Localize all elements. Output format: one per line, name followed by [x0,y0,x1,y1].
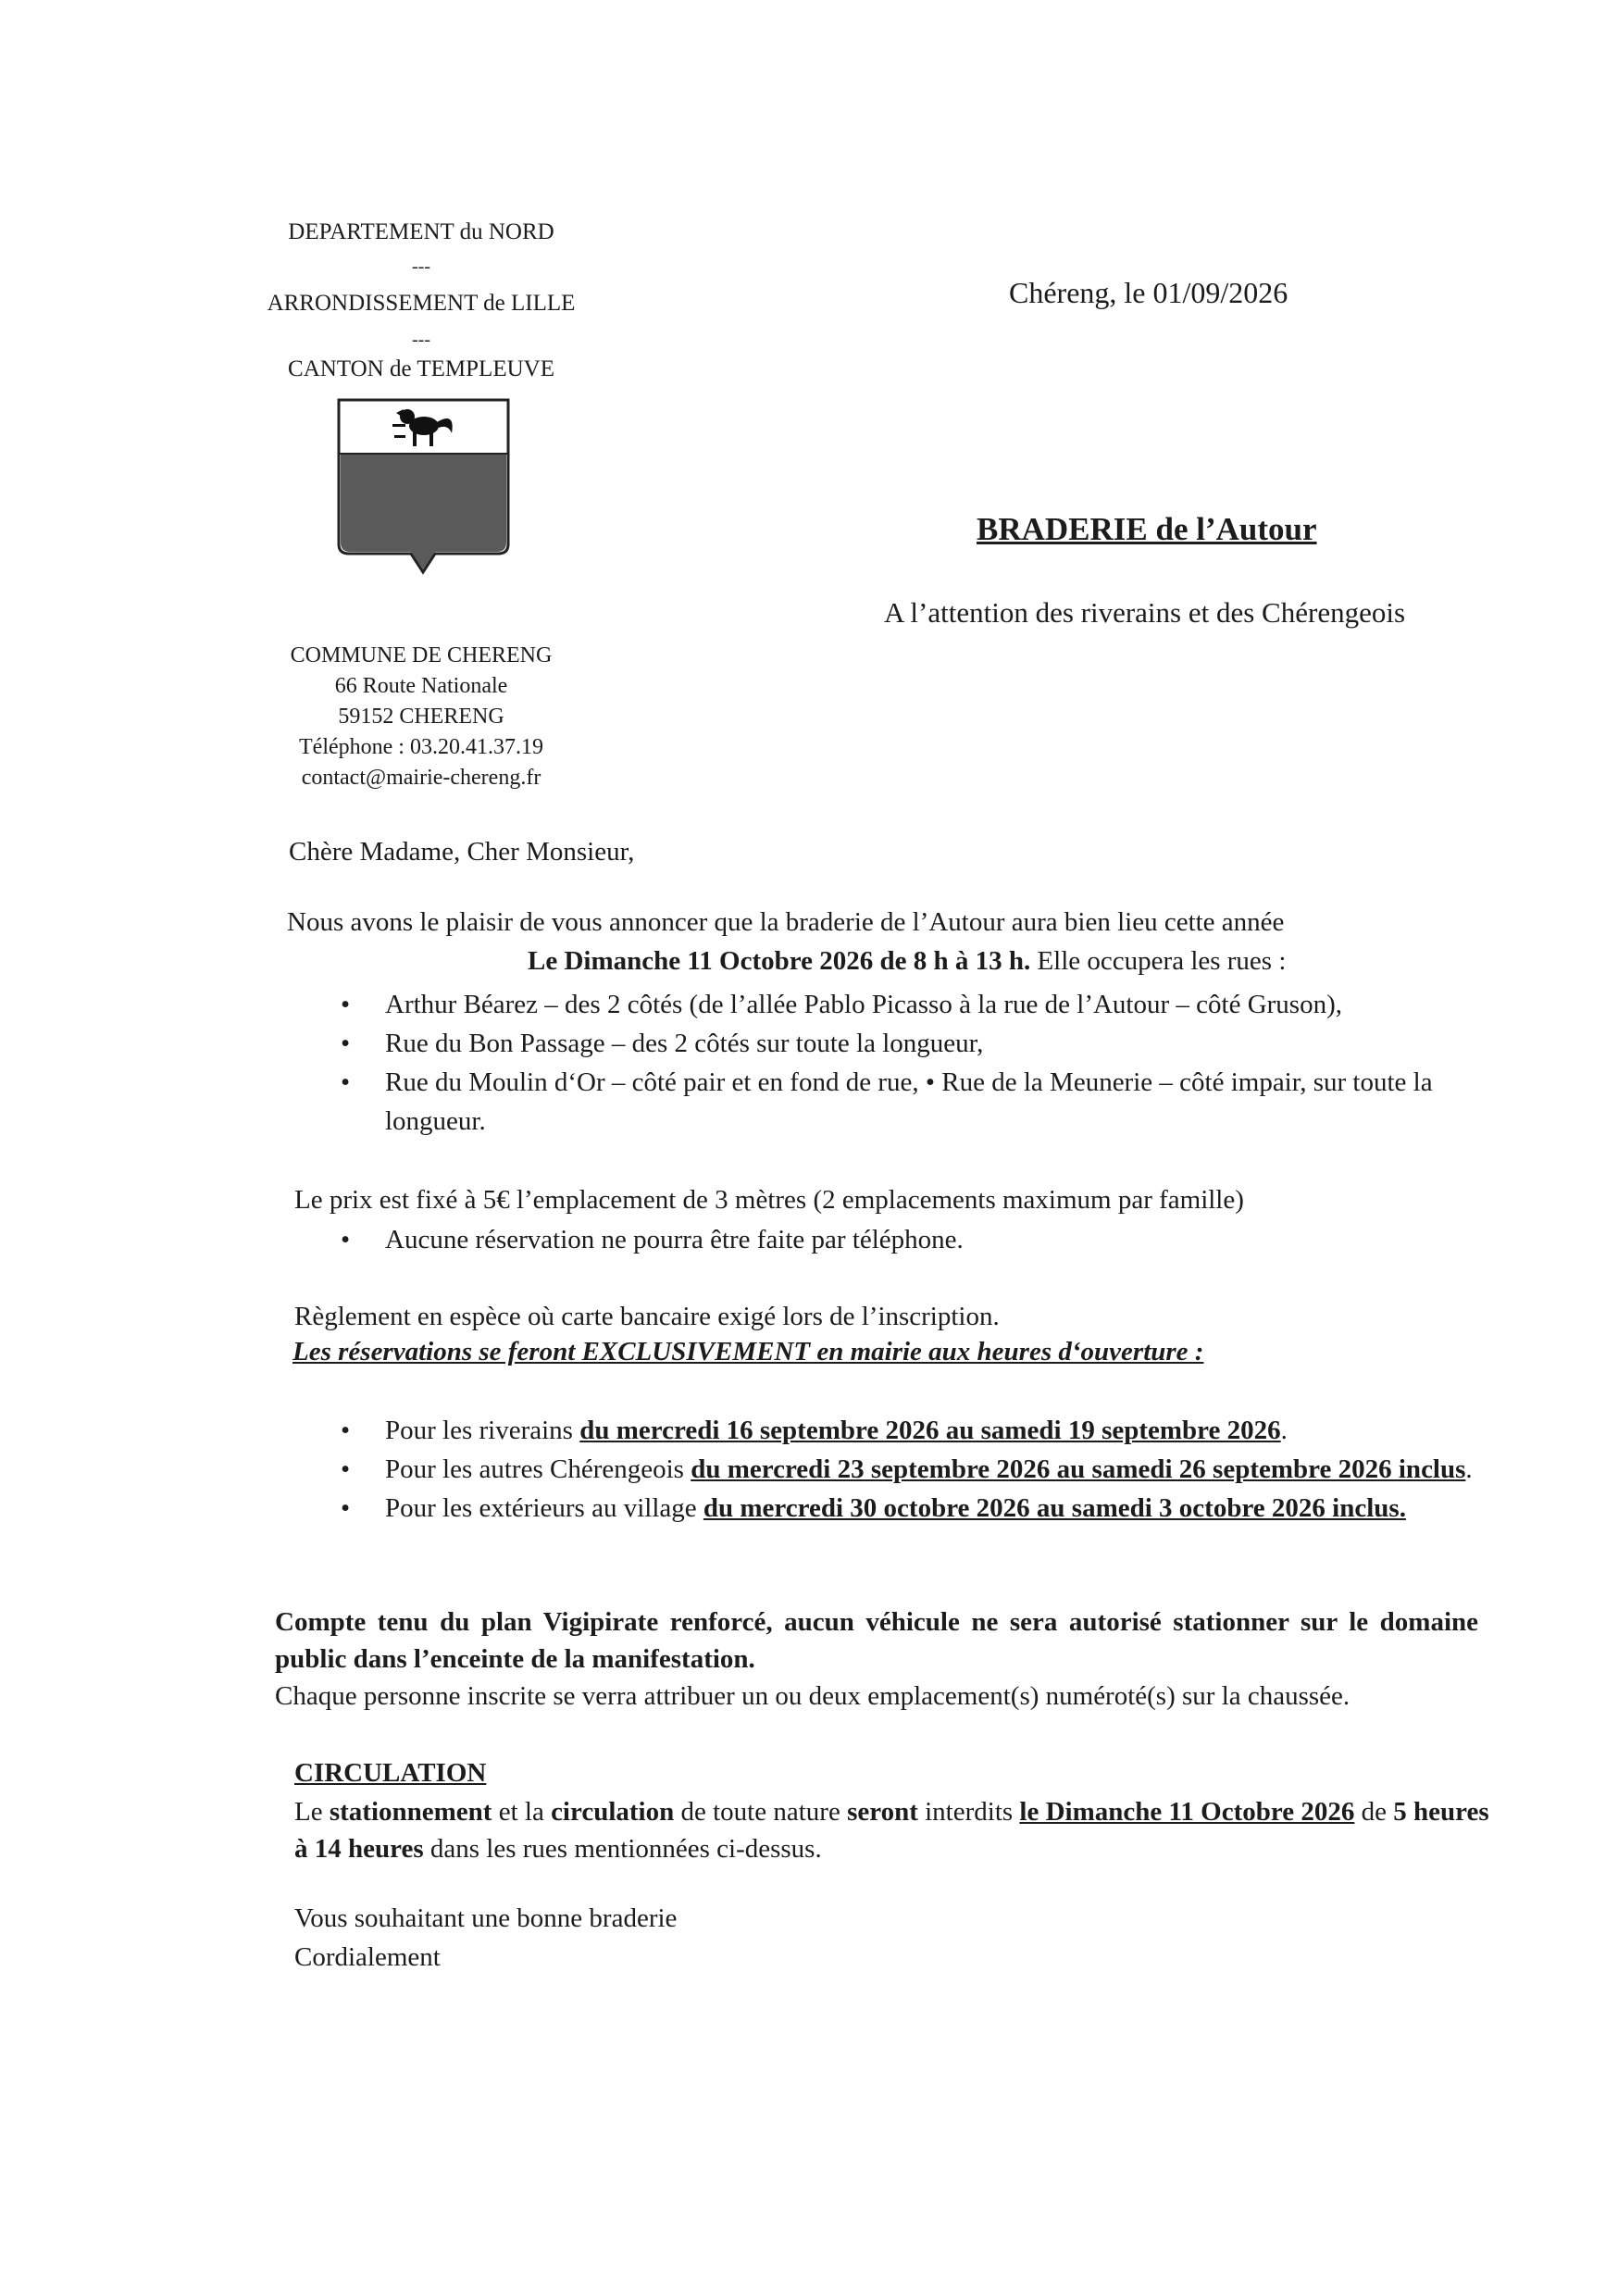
circulation-heading: CIRCULATION [294,1758,487,1788]
document-date: Chéreng, le 01/09/2026 [1009,276,1288,309]
shield-icon [333,396,514,577]
list-item: • Aucune réservation ne pourra être faite par téléphone. [292,1220,1496,1259]
list-item: • Rue du Bon Passage – des 2 côtés sur toute la longueur, [292,1024,1496,1063]
intro-line-1: Nous avons le plaisir de vous annoncer que la braderie de l’Autour aura bien lieu cette année [287,907,1285,937]
bullet-icon: • [341,1029,351,1058]
document-title: BRADERIE de l’Autour [977,511,1317,547]
bullet-icon: • [341,1225,351,1254]
address-city: 59152 CHERENG [338,705,504,729]
placement-notice: Chaque personne inscrite se verra attribuer un ou deux emplacement(s) numéroté(s) sur la chaussée. [275,1681,1350,1711]
circulation-text: Le stationnement et la circulation de toute nature seront interdits le Dimanche 11 Octobre 2026 de 5 heures à 14 heures dans les rues mentionnées ci-dessus. [294,1797,1489,1864]
bullet-icon: • [341,990,351,1019]
header-separator: --- [412,256,430,277]
address-email: contact@mairie-chereng.fr [301,766,541,790]
address-phone: Téléphone : 03.20.41.37.19 [299,735,543,759]
department-label: DEPARTEMENT du NORD [288,219,554,244]
reservations-list [292,1411,1496,1528]
commune-address [227,641,616,793]
address-street: 66 Route Nationale [334,674,508,698]
salutation: Chère Madame, Cher Monsieur, [289,837,635,867]
bullet-icon: • [341,1493,351,1523]
canton-label: CANTON de TEMPLEUVE [288,356,554,381]
bullet-icon: • [341,1416,351,1445]
streets-list [292,985,1496,1141]
list-item: • Arthur Béarez – des 2 côtés (de l’allée Pablo Picasso à la rue de l’Autour – côté Gruson), [292,985,1496,1024]
vigipirate-notice: Compte tenu du plan Vigipirate renforcé, aucun véhicule ne sera autorisé stationner sur le domaine public dans l’enceinte de la manifestation. [275,1607,1478,1674]
arrondissement-label: ARRONDISSEMENT de LILLE [267,291,576,316]
list-item: • Pour les riverains du mercredi 16 septembre 2026 au samedi 19 septembre 2026. [292,1411,1496,1450]
closing-line-2: Cordialement [294,1942,441,1972]
reservation-heading: Les réservations se feront EXCLUSIVEMENT en mairie aux heures d‘ouverture : [292,1337,1204,1366]
closing-line-1: Vous souhaitant une bonne braderie [294,1903,678,1933]
list-item: • Pour les autres Chérengeois du mercredi 23 septembre 2026 au samedi 26 septembre 2026 inclus. [292,1450,1496,1489]
list-item: • Pour les extérieurs au village du mercredi 30 octobre 2026 au samedi 3 octobre 2026 inclus. [292,1489,1496,1528]
document-subtitle: A l’attention des riverains et des Chérengeois [884,596,1406,629]
braderie-date: Le Dimanche 11 Octobre 2026 de 8 h à 13 h. [528,946,1031,976]
price-line: Le prix est fixé à 5€ l’emplacement de 3 mètres (2 emplacements maximum par famille) [294,1185,1244,1215]
list-item: • Rue du Moulin d‘Or – côté pair et en fond de rue, • Rue de la Meunerie – côté impair, sur toute la longueur. [292,1063,1496,1141]
price-notes [292,1220,1496,1259]
payment-line: Règlement en espèce où carte bancaire exigé lors de l’inscription. [294,1302,1000,1331]
header-separator: --- [412,330,430,350]
bullet-icon: • [341,1454,351,1484]
commune-name: COMMUNE DE CHERENG [290,643,553,668]
coat-of-arms-logo [333,396,514,577]
intro-rest: Elle occupera les rues : [1030,946,1287,976]
intro-line-2 [528,942,1546,980]
bullet-icon: • [341,1067,351,1097]
